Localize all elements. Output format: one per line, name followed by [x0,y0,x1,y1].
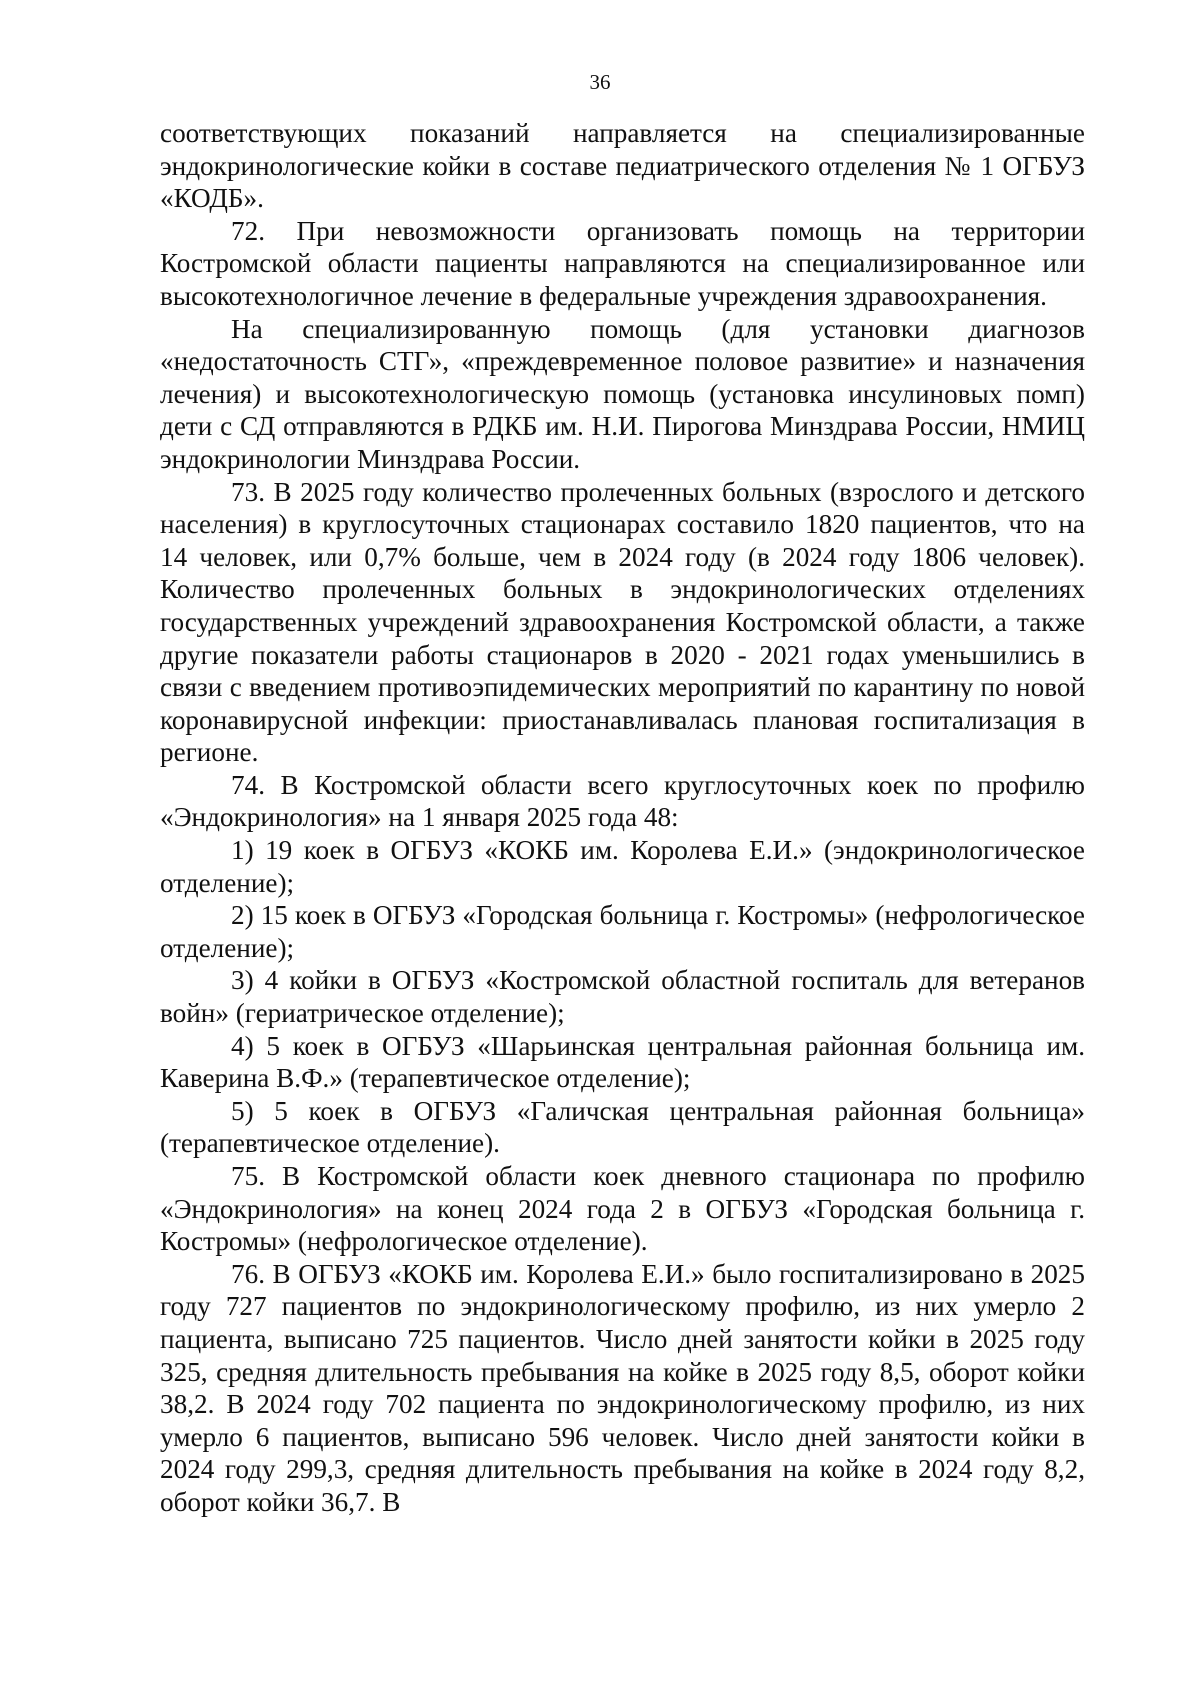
paragraph-73: 73. В 2025 году количество пролеченных больных (взрослого и детского населения) в круглосуточных стационарах составило 1820 пациентов, что на 14 человек, или 0,7% больше, чем в 2024 году (в 2024 году 1806 человек). Количество пролеченных больных в эндокринологических отделениях государственных учреждений здравоохранения Костромской области, а также другие показатели работы стационаров в 2020 - 2021 годах уменьшились в связи с введением противоэпидемических мероприятий по карантину по новой коронавирусной инфекции: приостанавливалась плановая госпитализация в регионе. [160,476,1085,768]
list-item-5: 5) 5 коек в ОГБУЗ «Галичская центральная районная больница» (терапевтическое отделение). [160,1095,1085,1159]
paragraph-74: 74. В Костромской области всего круглосуточных коек по профилю «Эндокринология» на 1 января 2025 года 48: [160,769,1085,833]
list-item-1: 1) 19 коек в ОГБУЗ «КОКБ им. Королева Е.И.» (эндокринологическое отделение); [160,835,1085,898]
paragraph-75: 75. В Костромской области коек дневного стационара по профилю «Эндокринология» на конец 2024 года 2 в ОГБУЗ «Городская больница г. Костромы» (нефрологическое отделение). [160,1161,1085,1257]
document-body [160,117,1085,1519]
paragraph-continuation: соответствующих показаний направляется на специализированные эндокринологические койки в составе педиатрического отделения № 1 ОГБУЗ «КОДБ». [160,118,1085,214]
list-item-4: 4) 5 коек в ОГБУЗ «Шарьинская центральная районная больница им. Каверина В.Ф.» (терапевтическое отделение); [160,1030,1085,1094]
list-item-2: 2) 15 коек в ОГБУЗ «Городская больница г. Костромы» (нефрологическое отделение); [160,900,1085,963]
list-item-3: 3) 4 койки в ОГБУЗ «Костромской областной госпиталь для ветеранов войн» (гериатрическое отделение); [160,965,1085,1029]
paragraph-specialized-help: На специализированную помощь (для установки диагнозов «недостаточность СТГ», «преждевременное половое развитие» и назначения лечения) и высокотехнологическую помощь (установка инсулиновых помп) дети с СД отправляются в РДКБ им. Н.И. Пирогова Минздрава России, НМИЦ эндокринологии Минздрава России. [160,313,1085,474]
page-number: 36 [589,70,611,94]
paragraph-72: 72. При невозможности организовать помощь на территории Костромской области пациенты направляются на специализированное или высокотехнологичное лечение в федеральные учреждения здравоохранения. [160,215,1085,311]
paragraph-76: 76. В ОГБУЗ «КОКБ им. Королева Е.И.» было госпитализировано в 2025 году 727 пациентов по эндокринологическому профилю, из них умерло 2 пациента, выписано 725 пациентов. Число дней занятости койки в 2025 году 325, средняя длительность пребывания на койке в 2025 году 8,5, оборот койки 38,2. В 2024 году 702 пациента по эндокринологическому профилю, из них умерло 6 пациентов, выписано 596 человек. Число дней занятости койки в 2024 году 299,3, средняя длительность пребывания на койке в 2024 году 8,2, оборот койки 36,7. В [160,1258,1085,1517]
